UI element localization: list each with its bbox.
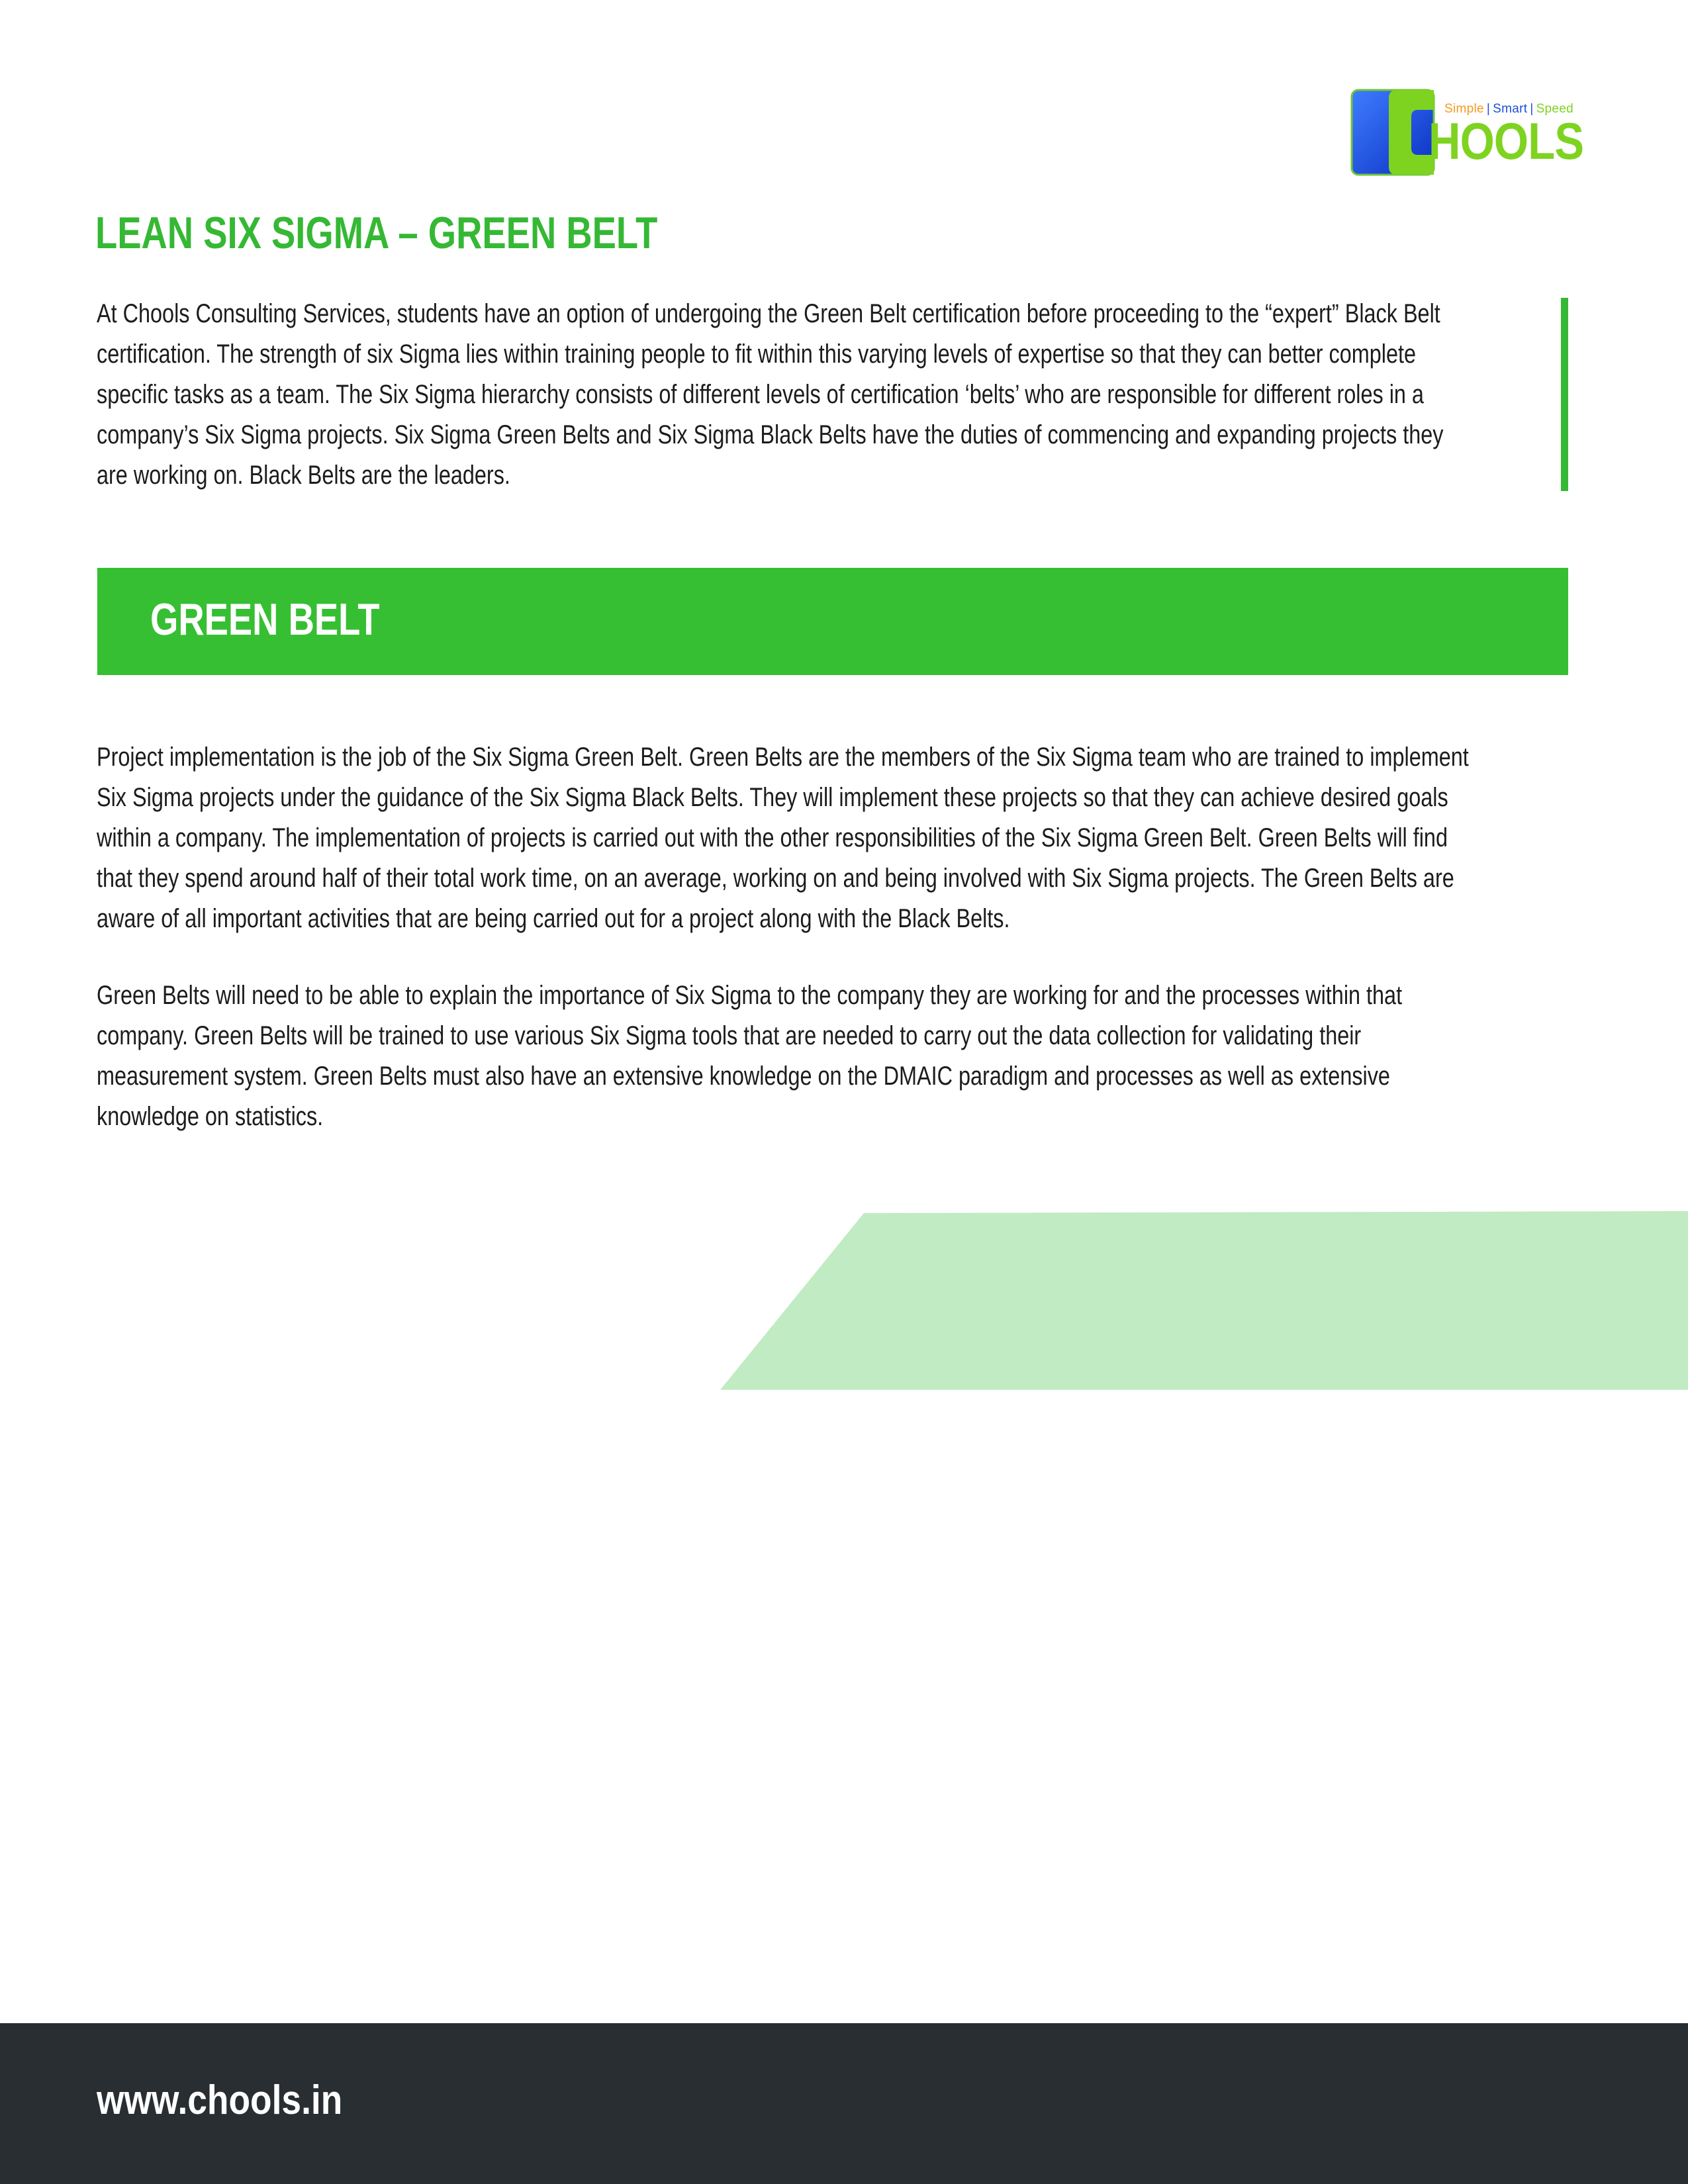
tagline-simple: Simple	[1444, 102, 1484, 116]
intro-paragraph: At Chools Consulting Services, students have an option of undergoing the Green Belt certification before proceeding to the “expert” Black Belt certification. The strength of six Sigma lies within training people to fit within this varying levels of expertise so that they can better complete specific tasks as a team. The Six Sigma hierarchy consists of different levels of certification ‘belts’ who are responsible for different roles in a company’s Six Sigma projects. Six Sigma Green Belts and Six Sigma Black Belts have the duties of commencing and expanding projects they are working on. Black Belts are the leaders.	[97, 299, 1444, 490]
body-paragraph-2: Green Belts will need to be able to explain the importance of Six Sigma to the company they are working for and the processes within that company. Green Belts will be trained to use various Six Sigma tools that are needed to carry out the data collection for validating their measurement system. Green Belts must also have an extensive knowledge on the DMAIC paradigm and processes as well as extensive knowledge on statistics.	[97, 981, 1403, 1131]
footer-website-link[interactable]: www.chools.in	[97, 2077, 343, 2123]
tagline-speed: Speed	[1536, 102, 1574, 116]
page-title: LEAN SIX SIGMA – GREEN BELT	[95, 208, 658, 258]
tagline-separator: |	[1486, 102, 1491, 116]
logo-wordmark: HOOLS	[1429, 112, 1584, 170]
tagline-smart: Smart	[1493, 102, 1528, 116]
decorative-parallelogram	[720, 1211, 1688, 1390]
tagline-separator: |	[1530, 102, 1534, 116]
body-paragraph-1: Project implementation is the job of the Six Sigma Green Belt. Green Belts are the members of the Six Sigma team who are trained to implement Six Sigma projects under the guidance of the Six Sigma Black Belts. They will implement these projects so that they can achieve desired goals within a company. The implementation of projects is carried out with the other responsibilities of the Six Sigma Green Belt. Green Belts will find that they spend around half of their total work time, on an average, working on and being involved with Six Sigma projects. The Green Belts are aware of all important activities that are being carried out for a project along with the Black Belts.	[97, 743, 1469, 933]
footer	[0, 2023, 1688, 2184]
section-heading: GREEN BELT	[150, 594, 380, 645]
